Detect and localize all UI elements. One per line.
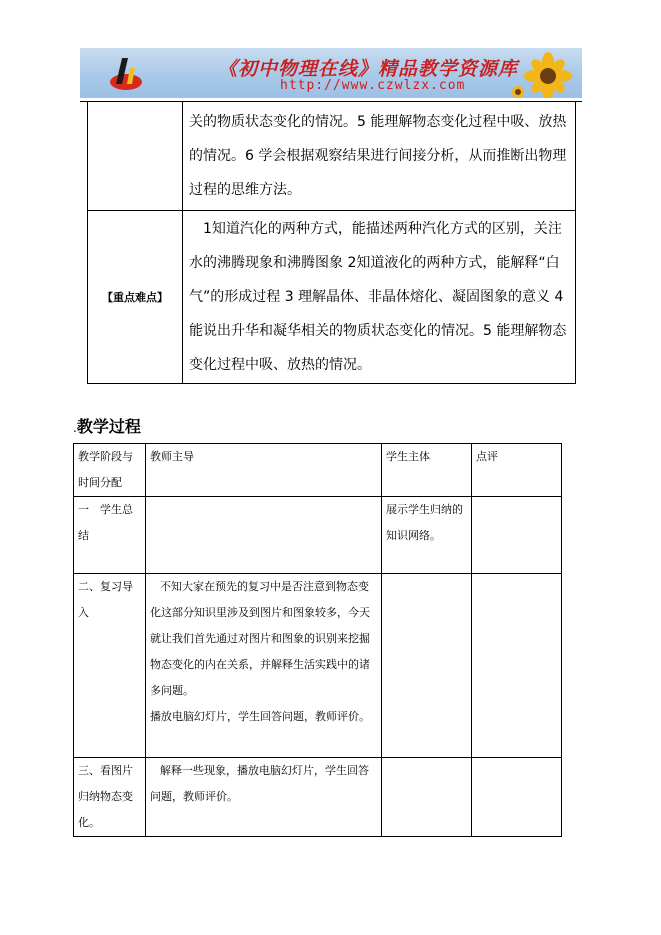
student-cell <box>382 758 472 837</box>
table-row <box>88 102 576 211</box>
heading-text: 教学过程 <box>76 417 141 436</box>
row-label-empty <box>88 102 183 211</box>
stage-cell: 一 学生总结 <box>74 497 146 574</box>
student-cell: 展示学生归纳的知识网络。 <box>382 497 472 574</box>
objectives-text: 关的物质状态变化的情况。5 能理解物态变化过程中吸、放热的情况。6 学会根据观察结果进行间接分析，从而推断出物理过程的思维方法。 <box>183 102 576 211</box>
key-points-label: 【重点难点】 <box>88 211 183 384</box>
table-row <box>74 758 562 837</box>
table-header-row <box>74 444 562 497</box>
comment-cell <box>472 574 562 758</box>
teaching-process-table <box>73 443 562 837</box>
col-header-stage: 教学阶段与时间分配 <box>74 444 146 497</box>
heading-prefix: . <box>73 421 77 435</box>
col-header-comment: 点评 <box>472 444 562 497</box>
teacher-paragraph: 不知大家在预先的复习中是否注意到物态变化这部分知识里涉及到图片和图象较多，今天就让我们首先通过对图片和图象的识别来挖掘物态变化的内在关系，并解释生活实践中的诸多问题。 <box>150 580 370 697</box>
teacher-cell <box>146 497 382 574</box>
site-logo-icon <box>108 54 144 92</box>
key-points-text: 1知道汽化的两种方式，能描述两种汽化方式的区别，关注水的沸腾现象和沸腾图象 2知道液化的两种方式，能解释“白气”的形成过程 3 理解晶体、非晶体熔化、凝固图象的意义 4 能说出升华和凝华相关的物质状态变化的情况。5 能理解物态变化过程中吸、放热的情况。 <box>183 211 576 384</box>
comment-cell <box>472 497 562 574</box>
stage-cell: 二、复习导入 <box>74 574 146 758</box>
col-header-student: 学生主体 <box>382 444 472 497</box>
teacher-paragraph: 播放电脑幻灯片，学生回答问题，教师评价。 <box>150 710 370 723</box>
teacher-cell <box>146 574 382 758</box>
banner-title: 《初中物理在线》精品教学资源库 <box>218 58 519 80</box>
table-row <box>74 497 562 574</box>
col-header-teacher: 教师主导 <box>146 444 382 497</box>
section-heading <box>73 414 141 437</box>
teacher-cell: 解释一些现象，播放电脑幻灯片，学生回答问题，教师评价。 <box>146 758 382 837</box>
header-banner <box>80 48 582 98</box>
stage-cell: 三、看图片归纳物态变化。 <box>74 758 146 837</box>
student-cell <box>382 574 472 758</box>
objectives-table <box>87 101 576 384</box>
table-row <box>74 574 562 758</box>
comment-cell <box>472 758 562 837</box>
banner-url[interactable]: http://www.czwlzx.com <box>280 78 466 93</box>
table-row <box>88 211 576 384</box>
sunflower-icon <box>506 52 576 98</box>
